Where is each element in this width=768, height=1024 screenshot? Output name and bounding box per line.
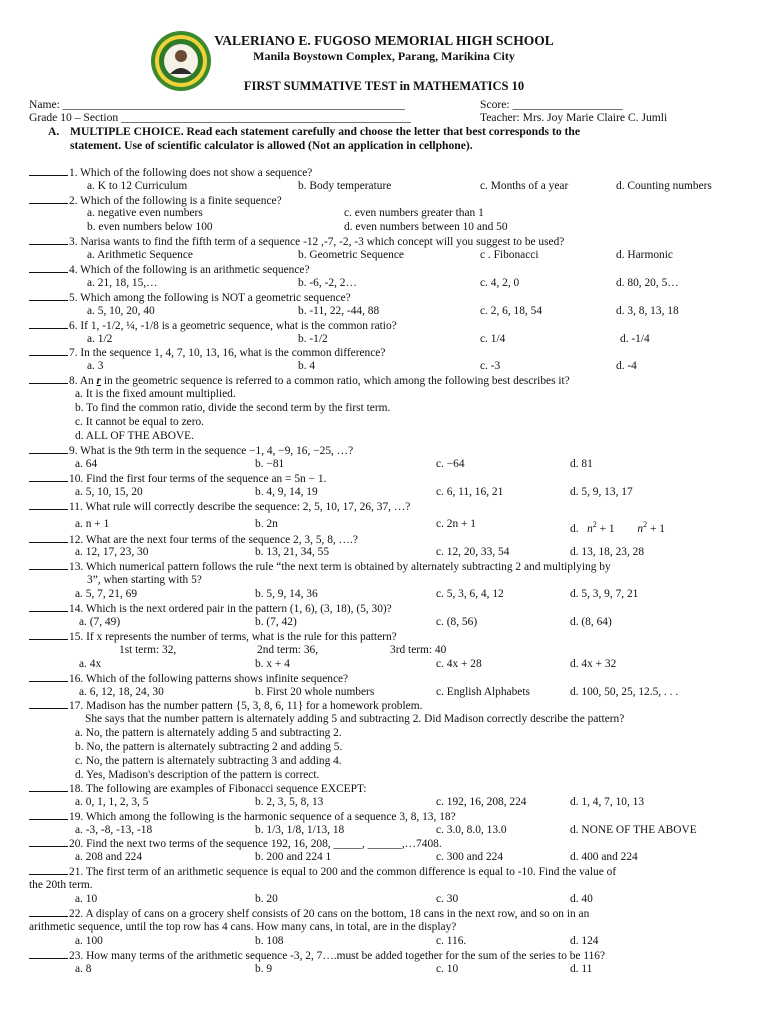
choice: c. −64 (436, 458, 465, 470)
pattern-term: 2nd term: 36, (257, 644, 319, 656)
choice: a. 5, 10, 20, 40 (87, 305, 155, 317)
choice: b. 2n (255, 518, 278, 530)
choice: d. 400 and 224 (570, 851, 638, 863)
question-21-cont: the 20th term. (29, 879, 93, 891)
choice: b. -11, 22, -44, 88 (298, 305, 380, 317)
school-name: VALERIANO E. FUGOSO MEMORIAL HIGH SCHOOL (214, 33, 554, 48)
answer-blank[interactable] (29, 699, 68, 709)
answer-blank[interactable] (29, 263, 68, 273)
section-letter: A. (48, 125, 60, 138)
choice: d. 4x + 32 (570, 658, 617, 670)
choice: c. 4x + 28 (436, 658, 482, 670)
choice: a. n + 1 (75, 518, 110, 530)
choice: b. 9 (255, 963, 273, 975)
choice: a. It is the fixed amount multiplied. (75, 388, 236, 400)
choice: a. (7, 49) (79, 616, 121, 628)
question-13-cont: 3”, when starting with 5? (87, 574, 202, 586)
choice: d. Counting numbers (616, 180, 712, 192)
answer-blank[interactable] (29, 444, 68, 454)
choice: a. 3 (87, 360, 104, 372)
question-19: 19. Which among the following is the harmonic sequence of a sequence 3, 8, 13, 18? (29, 810, 456, 824)
choice: a. 100 (75, 935, 103, 947)
question-17-cont: She says that the number pattern is alternately adding 5 and subtracting 2. Did Madison correctly describe the pattern? (85, 713, 625, 725)
pattern-term: 3rd term: 40 (390, 644, 447, 656)
choice: b. To find the common ratio, divide the second term by the first term. (75, 402, 391, 414)
choice: b. even numbers below 100 (87, 221, 213, 233)
choice: b. 108 (255, 935, 284, 947)
choice: d. -4 (616, 360, 637, 372)
choice: d. 100, 50, 25, 12.5, . . . (570, 686, 679, 698)
choice: b. 4, 9, 14, 19 (255, 486, 318, 498)
choice: d. 13, 18, 23, 28 (570, 546, 645, 558)
question-12: 12. What are the next four terms of the sequence 2, 3, 5, 8, ….? (29, 533, 358, 547)
answer-blank[interactable] (29, 166, 68, 176)
choice-d: d. $n^2 + 1$ $n^2 + 1$ (570, 520, 665, 535)
choice: c. 5, 3, 6, 4, 12 (436, 588, 504, 600)
choice: a. -3, -8, -13, -18 (75, 824, 153, 836)
question-22: 22. A display of cans on a grocery shelf consists of 20 cans on the bottom, 18 cans in the next row, and so on in an (29, 907, 589, 921)
answer-blank[interactable] (29, 837, 68, 847)
choice: b. -1/2 (298, 333, 328, 345)
choice: d. Harmonic (616, 249, 673, 261)
question-4: 4. Which of the following is an arithmetic sequence? (29, 263, 310, 277)
school-address: Manila Boystown Complex, Parang, Marikina City (253, 49, 515, 63)
question-22-cont: arithmetic sequence, until the top row has 4 cans. How many cans, in total, are in the display? (29, 921, 457, 933)
choice: a. 10 (75, 893, 98, 905)
choice: c. 3.0, 8.0, 13.0 (436, 824, 507, 836)
choice: c. 10 (436, 963, 459, 975)
choice: b. First 20 whole numbers (255, 686, 375, 698)
answer-blank[interactable] (29, 472, 68, 482)
choice: a. K to 12 Curriculum (87, 180, 188, 192)
choice: b. 4 (298, 360, 316, 372)
answer-blank[interactable] (29, 500, 68, 510)
choice: b. (7, 42) (255, 616, 297, 628)
choice: c. 300 and 224 (436, 851, 504, 863)
answer-blank[interactable] (29, 907, 68, 917)
grade-section-field[interactable]: Grade 10 – Section __________________________________________________ (29, 111, 411, 124)
choice: b. 20 (255, 893, 278, 905)
choice: c. 2, 6, 18, 54 (480, 305, 543, 317)
choice: b. 5, 9, 14, 36 (255, 588, 318, 600)
name-field[interactable]: Name: ___________________________________________________________ (29, 98, 405, 111)
question-17: 17. Madison has the number pattern {5, 3, 8, 6, 11} for a homework problem. (29, 699, 422, 713)
choice: a. 0, 1, 1, 2, 3, 5 (75, 796, 149, 808)
question-14: 14. Which is the next ordered pair in the pattern (1, 6), (3, 18), (5, 30)? (29, 602, 392, 616)
choice: d. Yes, Madison's description of the pattern is correct. (75, 769, 320, 781)
choice: a. 5, 7, 21, 69 (75, 588, 138, 600)
answer-blank[interactable] (29, 810, 68, 820)
choice: b. 2, 3, 5, 8, 13 (255, 796, 324, 808)
question-9: 9. What is the 9th term in the sequence −1, 4, −9, 16, −25, …? (29, 444, 353, 458)
teacher-label: Teacher: Mrs. Joy Marie Claire C. Jumli (480, 111, 668, 124)
choice: c. 6, 11, 16, 21 (436, 486, 504, 498)
choice: a. 8 (75, 963, 92, 975)
question-8: 8. An r in the geometric sequence is referred to a common ratio, which among the following best describes it? (29, 374, 570, 388)
choice: c. even numbers greater than 1 (344, 207, 484, 219)
choice: a. Arithmetic Sequence (87, 249, 193, 261)
choice: d. 11 (570, 963, 593, 975)
instructions (48, 125, 728, 152)
instructions-line-2: statement. Use of scientific calculator is allowed (Not an application in cellphone). (70, 138, 473, 152)
question-18: 18. The following are examples of Fibonacci sequence EXCEPT: (29, 782, 367, 796)
choice: d. -1/4 (620, 333, 650, 345)
choice: b. No, the pattern is alternately subtracting 2 and adding 5. (75, 741, 343, 753)
choice: a. 4x (79, 658, 102, 670)
choice: c. 12, 20, 33, 54 (436, 546, 510, 558)
choice: d. (8, 64) (570, 616, 612, 628)
question-10: 10. Find the first four terms of the sequence an = 5n − 1. (29, 472, 326, 486)
choice: c. 2n + 1 (436, 518, 476, 530)
choice: b. Body temperature (298, 180, 392, 192)
choice: a. 21, 18, 15,… (87, 277, 158, 289)
choice: c. 4, 2, 0 (480, 277, 520, 289)
choice: d. 3, 8, 13, 18 (616, 305, 679, 317)
choice: b. 1/3, 1/8, 1/13, 18 (255, 824, 345, 836)
choice: c. 192, 16, 208, 224 (436, 796, 527, 808)
choice: a. 208 and 224 (75, 851, 143, 863)
question-11: 11. What rule will correctly describe the sequence: 2, 5, 10, 17, 26, 37, …? (29, 500, 410, 514)
choice: d. 80, 20, 5… (616, 277, 679, 289)
test-title: FIRST SUMMATIVE TEST in MATHEMATICS 10 (243, 79, 525, 93)
pattern-term: 1st term: 32, (119, 644, 177, 656)
answer-blank[interactable] (29, 319, 68, 329)
question-7: 7. In the sequence 1, 4, 7, 10, 13, 16, what is the common difference? (29, 346, 385, 360)
question-16: 16. Which of the following patterns shows infinite sequence? (29, 672, 348, 686)
choice: c. Months of a year (480, 180, 569, 192)
question-2: 2. Which of the following is a finite sequence? (29, 194, 282, 208)
answer-blank[interactable] (29, 949, 68, 959)
choice: c. No, the pattern is alternately subtracting 3 and adding 4. (75, 755, 342, 767)
choice: d. 40 (570, 893, 593, 905)
choice: a. negative even numbers (87, 207, 203, 219)
choice: c. English Alphabets (436, 686, 530, 698)
choice: c . Fibonacci (480, 249, 539, 261)
choice: a. 5, 10, 15, 20 (75, 486, 143, 498)
question-5: 5. Which among the following is NOT a geometric sequence? (29, 291, 351, 305)
answer-blank[interactable] (29, 374, 68, 384)
choice: b. Geometric Sequence (298, 249, 404, 261)
answer-blank[interactable] (29, 533, 68, 543)
choice: b. 200 and 224 1 (255, 851, 332, 863)
choice: d. 81 (570, 458, 593, 470)
question-21: 21. The first term of an arithmetic sequence is equal to 200 and the common difference is equal to -10. Find the value of (29, 865, 616, 879)
choice: d. ALL OF THE ABOVE. (75, 430, 194, 442)
choice: c. (8, 56) (436, 616, 478, 628)
answer-blank[interactable] (29, 602, 68, 612)
choice: d. 5, 9, 13, 17 (570, 486, 633, 498)
question-6: 6. If 1, -1/2, ¼, -1/8 is a geometric sequence, what is the common ratio? (29, 319, 397, 333)
answer-blank[interactable] (29, 346, 68, 356)
choice: d. even numbers between 10 and 50 (344, 221, 508, 233)
choice: a. 12, 17, 23, 30 (75, 546, 149, 558)
answer-blank[interactable] (29, 194, 68, 204)
choice: d. 5, 3, 9, 7, 21 (570, 588, 639, 600)
answer-blank[interactable] (29, 235, 68, 245)
answer-blank[interactable] (29, 630, 68, 640)
question-23: 23. How many terms of the arithmetic sequence -3, 2, 7….must be added together for the sum of the series to be 116? (29, 949, 605, 963)
choice: a. 1/2 (87, 333, 113, 345)
question-15: 15. If x represents the number of terms, what is the rule for this pattern? (29, 630, 397, 644)
choice: a. No, the pattern is alternately adding 5 and subtracting 2. (75, 727, 342, 739)
choice: c. 30 (436, 893, 459, 905)
choice: a. 6, 12, 18, 24, 30 (79, 686, 164, 698)
choice: a. 64 (75, 458, 98, 470)
choice: d. 1, 4, 7, 10, 13 (570, 796, 645, 808)
choice: b. x + 4 (255, 658, 290, 670)
choice: c. 116. (436, 935, 467, 947)
choice: c. 1/4 (480, 333, 506, 345)
choice: b. −81 (255, 458, 285, 470)
choice: b. 13, 21, 34, 55 (255, 546, 330, 558)
answer-blank[interactable] (29, 865, 68, 875)
answer-blank[interactable] (29, 672, 68, 682)
choice: b. -6, -2, 2… (298, 277, 357, 289)
question-1: 1. Which of the following does not show a sequence? (29, 166, 312, 180)
question-13: 13. Which numerical pattern follows the rule “the next term is obtained by alternately subtracting 2 and multiplying by (29, 560, 611, 574)
choice: c. -3 (480, 360, 501, 372)
instructions-line-1: MULTIPLE CHOICE. Read each statement carefully and choose the letter that best corresponds to the (70, 125, 580, 138)
question-20: 20. Find the next two terms of the sequence 192, 16, 208, _____, ______,…7408. (29, 837, 442, 851)
score-field[interactable]: Score: ___________________ (480, 98, 623, 111)
question-3: 3. Narisa wants to find the fifth term of a sequence -12 ,-7, -2, -3 which concept will you suggest to be used? (29, 235, 564, 249)
choice: c. It cannot be equal to zero. (75, 416, 205, 428)
choice: d. 124 (570, 935, 599, 947)
answer-blank[interactable] (29, 782, 68, 792)
choice: d. NONE OF THE ABOVE (570, 824, 697, 836)
answer-blank[interactable] (29, 291, 68, 301)
answer-blank[interactable] (29, 560, 68, 570)
